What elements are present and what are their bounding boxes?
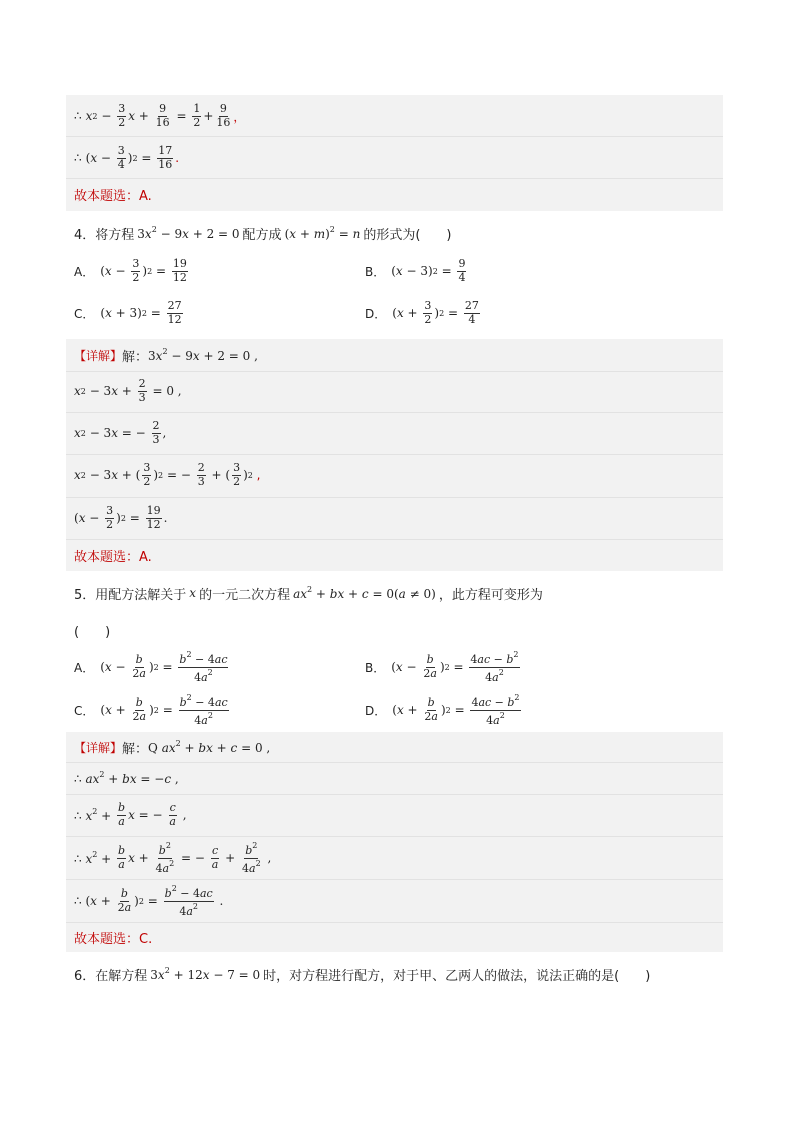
solution-step: ∴ $ax^2$ + bx = −c , <box>74 770 179 786</box>
step-punct: . <box>175 151 180 165</box>
q4-suffix: 的形式为( ) <box>363 227 452 243</box>
solution-step: ∴ $x^2$ + $\frac{b}{a}$ x = − $\frac{c}{a}$ , <box>74 800 187 828</box>
option-label: C． <box>74 306 95 321</box>
q4-prefix: 4．将方程 <box>74 227 135 243</box>
solution-step: ∴ ( x − $\frac{3}{4}$ ) 2 = $\frac{17}{16}$ . <box>74 143 180 171</box>
question-5-stem: 5．用配方法解关于 x 的一元二次方程 $ax^2$ + bx + c = 0(a ≠ 0) ，此方程可变形为 <box>74 585 543 603</box>
step-punct: ， <box>233 109 246 124</box>
question-5-paren <box>74 620 110 640</box>
q4-option-c[interactable]: C． (x + 3) 2 = $\frac{27}{12}$ <box>74 299 182 326</box>
answer-text: 故本题选：A. <box>74 549 152 565</box>
q5-prefix: 5．用配方法解关于 <box>74 587 187 603</box>
q5-paren-text: ( ) <box>74 624 111 640</box>
solution-step: ∴ $x^2$ + $\frac{b}{a}$ x + $\frac{b^2}{4a^2}$ = − $\frac{c}{a}$ + $\frac{b^2}{4a^2}$ , <box>74 840 272 875</box>
solution-step: x 2 − 3x = − $\frac{2}{3}$ , <box>74 418 167 446</box>
option-label: D． <box>365 306 387 321</box>
divider <box>66 922 723 923</box>
q5-mid: 的一元二次方程 <box>199 587 291 603</box>
detail-solve: 解： <box>122 349 149 365</box>
q5-option-b[interactable]: B． (x − $\frac{b}{2a}$ ) 2 = $\frac{4ac - b^2}{4a^2}$ <box>365 650 519 684</box>
answer-conclusion <box>74 178 152 210</box>
option-label: A． <box>74 264 95 279</box>
answer-conclusion <box>74 922 152 952</box>
solution-step: 【详解】 解： Q $ax^2$ + bx + c = 0 , <box>74 739 271 757</box>
divider <box>66 178 723 179</box>
answer-conclusion <box>74 540 152 570</box>
answer-text: 故本题选：C. <box>74 931 153 947</box>
option-label: C． <box>74 703 95 718</box>
divider <box>66 539 723 540</box>
q4-option-a[interactable]: A． (x − $\frac{3}{2}$ ) 2 = $\frac{19}{12}$ <box>74 257 187 284</box>
q5-option-d[interactable]: D． (x + $\frac{b}{2a}$ ) 2 = $\frac{4ac - b^2}{4a^2}$ <box>365 693 520 727</box>
divider <box>66 136 723 137</box>
q5-option-a[interactable]: A． (x − $\frac{b}{2a}$ ) 2 = $\frac{b^2 - 4ac}{4a^2}$ <box>74 650 228 684</box>
detail-tag: 【详解】 <box>74 740 123 755</box>
divider <box>66 879 723 880</box>
option-label: B． <box>365 660 386 675</box>
q6-suffix: 时，对方程进行配方，对于甲、乙两人的做法，说法正确的是( ) <box>263 968 651 984</box>
option-label: D． <box>365 703 387 718</box>
solution-step: ∴ (x + $\frac{b}{2a}$ ) 2 = $\frac{b^2 - 4ac}{4a^2}$ . <box>74 883 224 918</box>
solution-step: x 2 − 3x + ( $\frac{3}{2}$ ) 2 = − $\frac{2}{3}$ + ( $\frac{3}{2}$ ) 2 , <box>74 460 261 488</box>
divider <box>66 836 723 837</box>
option-label: B． <box>365 264 386 279</box>
q5-option-c[interactable]: C． (x + $\frac{b}{2a}$ ) 2 = $\frac{b^2 - 4ac}{4a^2}$ <box>74 693 228 727</box>
answer-text: 故本题选：A. <box>74 188 152 204</box>
solution-step: ∴ x 2 − $\frac{3}{2}$ x + $\frac{9}{16}$ = $\frac{1}{2}$ + $\frac{9}{16}$ ， <box>74 101 246 129</box>
divider <box>66 794 723 795</box>
solution-step: x 2 − 3x + $\frac{2}{3}$ = 0 , <box>74 376 182 404</box>
q4-option-b[interactable]: B． (x − 3) 2 = $\frac{9}{4}$ <box>365 257 466 284</box>
divider <box>66 371 723 372</box>
question-6-stem: 6．在解方程 $3x^2 + 12x - 7 = 0$ 时，对方程进行配方，对于甲、乙两人的做法，说法正确的是( ) <box>74 966 651 984</box>
solution-step: 【详解】 解： $3x^2 - 9x + 2 = 0$ , <box>74 347 258 365</box>
option-label: A． <box>74 660 95 675</box>
divider <box>66 454 723 455</box>
solution-step: (x − $\frac{3}{2}$ ) 2 = $\frac{19}{12}$ . <box>74 503 168 531</box>
divider <box>66 497 723 498</box>
q6-prefix: 6．在解方程 <box>74 968 148 984</box>
divider <box>66 412 723 413</box>
q4-mid: 配方成 <box>242 227 282 243</box>
question-4-stem: 4．将方程 $3x^2 - 9x + 2 = 0$ 配方成 $(x + m)^2 = n$ 的形式为( ) <box>74 225 452 243</box>
q5-suffix: ，此方程可变形为 <box>438 587 543 603</box>
detail-solve: 解： <box>122 741 149 757</box>
detail-tag: 【详解】 <box>74 348 123 363</box>
q4-option-d[interactable]: D． (x + $\frac{3}{2}$ ) 2 = $\frac{27}{4}$ <box>365 299 479 326</box>
